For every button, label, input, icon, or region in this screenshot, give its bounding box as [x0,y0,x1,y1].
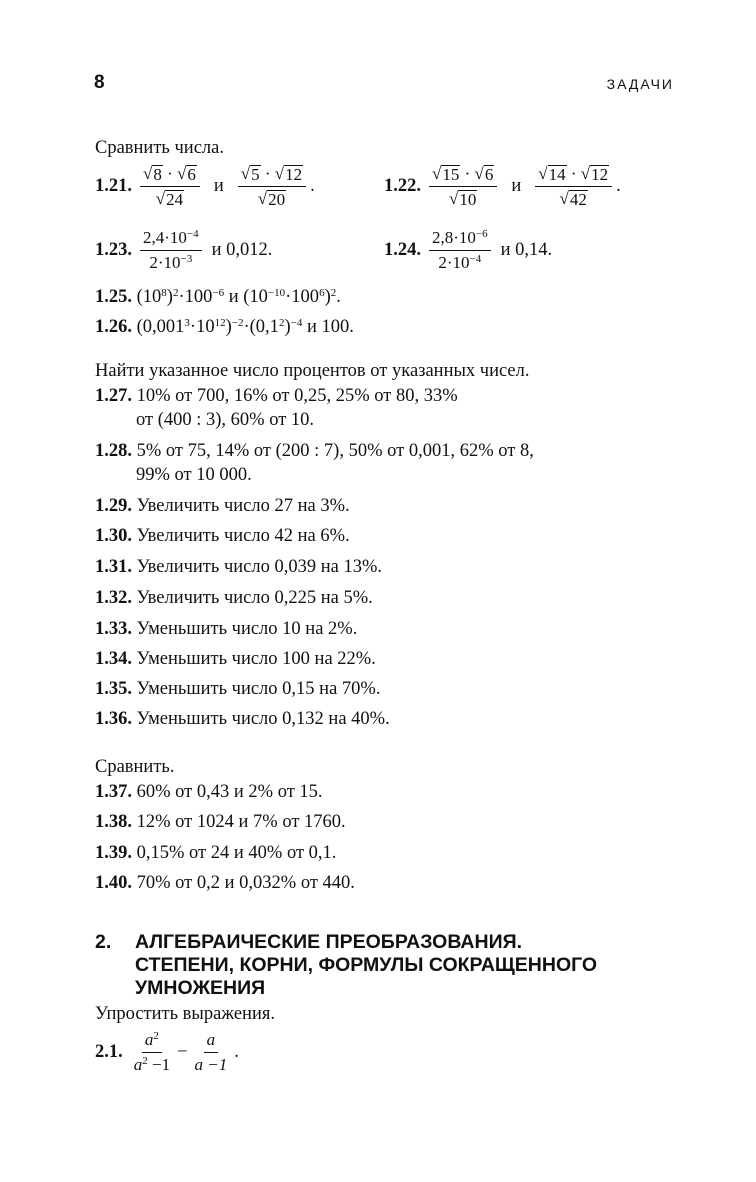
problem-1-32: 1.32. Увеличить число 0,225 на 5%. [95,588,373,608]
section-title-line-3: УМНОЖЕНИЯ [135,977,266,999]
fraction: √ 8 · √ 6 √ 24 [140,164,200,209]
problem-1-37: 1.37. 60% от 0,43 и 2% от 15. [95,782,323,802]
problem-1-26: 1.26. $(0,001^3\cdot 10^{12})^{-2}\cdot(0,1^2)^{-4}$ и 100. [95,316,354,337]
section-2-heading [95,931,597,1000]
fraction: $\frac{2,4\cdot 10^{-4}}{2\cdot 10^{-3}}$ [140,228,202,272]
problem-1-33: 1.33. Уменьшить число 10 на 2%. [95,619,358,639]
problem-1-28-continuation: 99% от 10 000. [136,465,252,485]
problem-number: 1.28. [95,441,132,461]
section-title-line-2: СТЕПЕНИ, КОРНИ, ФОРМУЛЫ СОКРАЩЕННОГО [135,954,598,976]
problem-1-40: 1.40. 70% от 0,2 и 0,032% от 440. [95,873,355,893]
problem-1-30: 1.30. Увеличить число 42 на 6%. [95,526,350,546]
intro-compare-numbers: Сравнить числа. [95,138,224,158]
problem-1-27: 1.27. 10% от 700, 16% от 0,25, 25% от 80, 33% [95,386,458,406]
problem-1-24: 1.24. $\frac{2,8\cdot 10^{-6}}{2\cdot 10^{-4}}$ и 0,14. [384,227,553,272]
problem-number: 1.26. [95,317,132,337]
problem-1-21: 1.21. √ 8 · √ 6 √ 24 и √ 5 · √ 12 √ 20 . [95,164,315,209]
intro-simplify: Упростить выражения. [95,1004,275,1024]
problem-number: 2.1. [95,1041,123,1062]
problem-1-34: 1.34. Уменьшить число 100 на 22%. [95,649,376,669]
intro-compare: Сравнить. [95,757,175,777]
problem-number: 1.27. [95,386,132,406]
problem-1-27-continuation: от (400 : 3), 60% от 10. [136,410,315,430]
problem-2-1: 2.1. $\frac{a^2}{a^2 -1}$ − $\frac{a}{a -1}$ . [95,1029,239,1074]
fraction: √ 5 · √ 12 √ 20 [238,164,306,209]
problem-1-25: 1.25. $(10^8)^2\cdot 100^{-6}$ и $(10^{-10}\cdot 100^6)^2$. [95,286,341,307]
page-number: 8 [94,72,105,93]
fraction: $\frac{a^2}{a^2 -1}$ [133,1029,171,1074]
fraction: √ 15 · √ 6 √ 10 [429,164,497,209]
fraction: √ 14 · √ 12 √ 42 [535,164,612,209]
problem-1-28: 1.28. 5% от 75, 14% от (200 : 7), 50% от 0,001, 62% от 8, [95,441,534,461]
problem-number: 1.22. [384,175,421,196]
problem-1-36: 1.36. Уменьшить число 0,132 на 40%. [95,709,390,729]
section-title-line-1: АЛГЕБРАИЧЕСКИЕ ПРЕОБРАЗОВАНИЯ. [135,931,523,953]
problem-1-23: 1.23. $\frac{2,4\cdot 10^{-4}}{2\cdot 10^{-3}}$ и 0,012. [95,227,273,272]
problem-1-35: 1.35. Уменьшить число 0,15 на 70%. [95,679,381,699]
problem-1-31: 1.31. Увеличить число 0,039 на 13%. [95,557,383,577]
fraction: $\frac{a}{a -1}$ [194,1030,228,1074]
section-number: 2. [95,931,112,953]
running-head: ЗАДАЧИ [606,76,674,92]
fraction: $\frac{2,8\cdot 10^{-6}}{2\cdot 10^{-4}}$ [429,228,491,272]
problem-number: 1.23. [95,239,132,260]
problem-number: 1.21. [95,175,132,196]
problem-1-29: 1.29. Увеличить число 27 на 3%. [95,496,350,516]
problem-1-39: 1.39. 0,15% от 24 и 40% от 0,1. [95,843,337,863]
problem-1-22: 1.22. √ 15 · √ 6 √ 10 и √ 14 · √ 12 √ 42 . [384,164,621,209]
intro-percent: Найти указанное число процентов от указанных чисел. [95,361,530,381]
problem-1-38: 1.38. 12% от 1024 и 7% от 1760. [95,812,346,832]
problem-number: 1.24. [384,239,421,260]
problem-number: 1.25. [95,287,132,307]
